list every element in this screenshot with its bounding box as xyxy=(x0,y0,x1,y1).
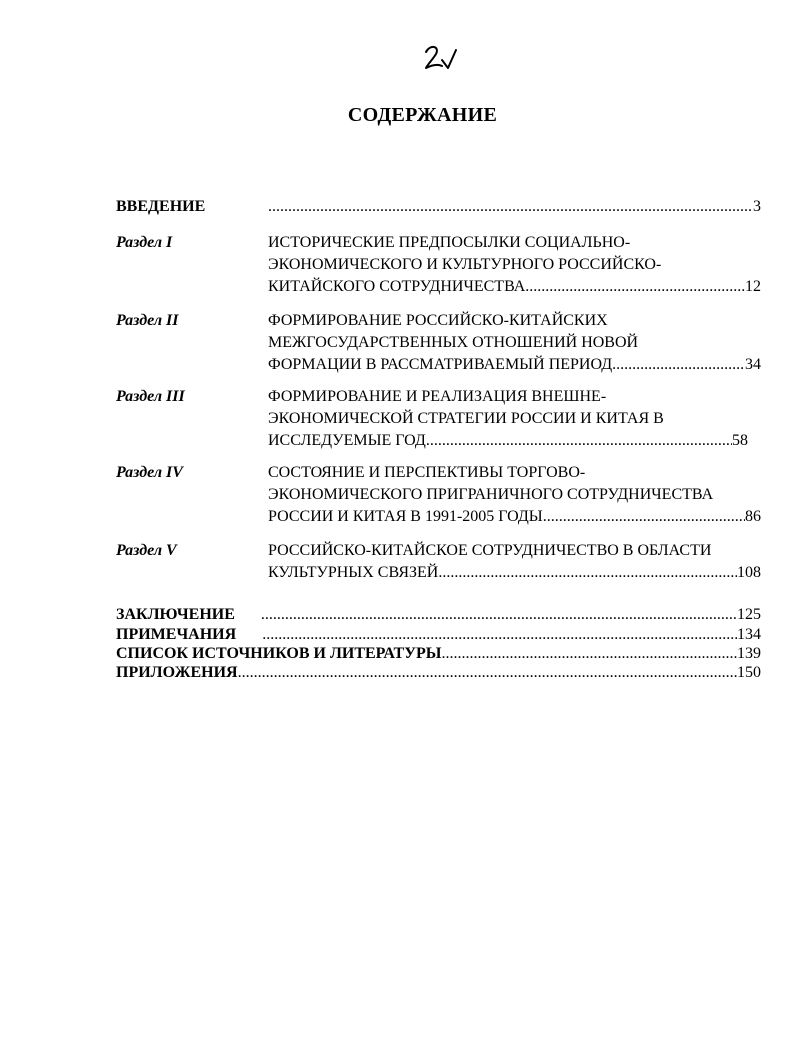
toc-text xyxy=(268,386,748,452)
toc-text-line: СОСТОЯНИЕ И ПЕРСПЕКТИВЫ ТОРГОВО- xyxy=(268,464,586,481)
toc-label: Раздел III xyxy=(116,388,185,405)
toc-entry-sources xyxy=(116,644,761,664)
toc-page-number: 12 xyxy=(745,278,761,295)
toc-page-number: 134 xyxy=(737,626,761,643)
toc-leader-dots xyxy=(441,644,737,664)
toc-page-number: 86 xyxy=(745,508,761,525)
page-title: СОДЕРЖАНИЕ xyxy=(347,104,498,126)
handwritten-page-number xyxy=(420,42,460,72)
toc-leader-dots xyxy=(268,196,753,218)
toc-page-number: 125 xyxy=(737,606,761,623)
toc-page-number: 3 xyxy=(753,198,761,215)
toc-text-line: МЕЖГОСУДАРСТВЕННЫХ ОТНОШЕНИЙ НОВОЙ xyxy=(268,334,639,351)
toc-leader-line xyxy=(268,196,761,218)
toc-leader-dots xyxy=(238,663,737,683)
toc-leader-dots xyxy=(262,625,737,645)
toc-leader-dots xyxy=(612,354,745,376)
toc-text-line: РОССИЙСКО-КИТАЙСКОЕ СОТРУДНИЧЕСТВО В ОБЛАСТИ xyxy=(268,542,712,559)
toc-text xyxy=(268,310,761,376)
toc-entry-notes xyxy=(116,625,761,645)
toc-page-number: 58 xyxy=(732,432,748,449)
toc-label: Раздел I xyxy=(116,234,173,251)
toc-label: ПРИЛОЖЕНИЯ xyxy=(116,664,238,681)
toc-text-line: ЭКОНОМИЧЕСКОГО И КУЛЬТУРНОГО РОССИЙСКО- xyxy=(268,256,662,273)
toc-text xyxy=(268,232,761,298)
toc-leader-dots xyxy=(426,430,732,452)
toc-text-line: ФОРМИРОВАНИЕ РОССИЙСКО-КИТАЙСКИХ xyxy=(268,312,608,329)
toc-text-line: ЭКОНОМИЧЕСКОГО ПРИГРАНИЧНОГО СОТРУДНИЧЕСТВА xyxy=(268,486,714,503)
toc-page-number: 150 xyxy=(737,664,761,681)
toc-leader-line xyxy=(268,506,761,528)
toc-label: Раздел V xyxy=(116,542,177,559)
toc-label: СПИСОК ИСТОЧНИКОВ И ЛИТЕРАТУРЫ xyxy=(116,645,442,662)
toc-leader-dots xyxy=(438,562,737,584)
toc-text xyxy=(268,462,761,528)
toc-entry-conclusion xyxy=(116,605,761,625)
toc-page-number: 34 xyxy=(745,356,761,373)
toc-leader-line xyxy=(268,354,761,376)
toc-page-number: 139 xyxy=(737,645,761,662)
toc-label: ПРИМЕЧАНИЯ xyxy=(116,626,237,643)
toc-leader-dots xyxy=(543,506,745,528)
toc-text-line: ЭКОНОМИЧЕСКОЙ СТРАТЕГИИ РОССИИ И КИТАЯ В xyxy=(268,410,664,427)
toc-text-line: КИТАЙСКОГО СОТРУДНИЧЕСТВА xyxy=(268,278,526,295)
toc-text-line: КУЛЬТУРНЫХ СВЯЗЕЙ xyxy=(268,564,439,581)
toc-label: ВВЕДЕНИЕ xyxy=(116,198,206,215)
toc-label: ЗАКЛЮЧЕНИЕ xyxy=(116,606,235,623)
toc-leader-dots xyxy=(525,276,745,298)
toc-text xyxy=(268,540,761,584)
toc-text-line: ФОРМАЦИИ В РАССМАТРИВАЕМЫЙ ПЕРИОД xyxy=(268,356,613,373)
toc-leader-line xyxy=(268,276,761,298)
toc-text-line: ИСТОРИЧЕСКИЕ ПРЕДПОСЫЛКИ СОЦИАЛЬНО- xyxy=(268,234,631,251)
toc-leader-line xyxy=(268,562,761,584)
toc-leader-dots xyxy=(261,605,737,625)
toc-page-number: 108 xyxy=(737,564,761,581)
toc-leader-line xyxy=(268,430,748,452)
toc-text xyxy=(268,196,761,218)
toc-label: Раздел II xyxy=(116,312,179,329)
toc-text-line: ФОРМИРОВАНИЕ И РЕАЛИЗАЦИЯ ВНЕШНЕ- xyxy=(268,388,607,405)
toc-entry-appendices xyxy=(116,663,761,683)
toc-label: Раздел IV xyxy=(116,464,183,481)
toc-text-line: РОССИИ И КИТАЯ В 1991-2005 ГОДЫ xyxy=(268,508,543,525)
toc-text-line: ИССЛЕДУЕМЫЕ ГОД xyxy=(268,432,426,449)
